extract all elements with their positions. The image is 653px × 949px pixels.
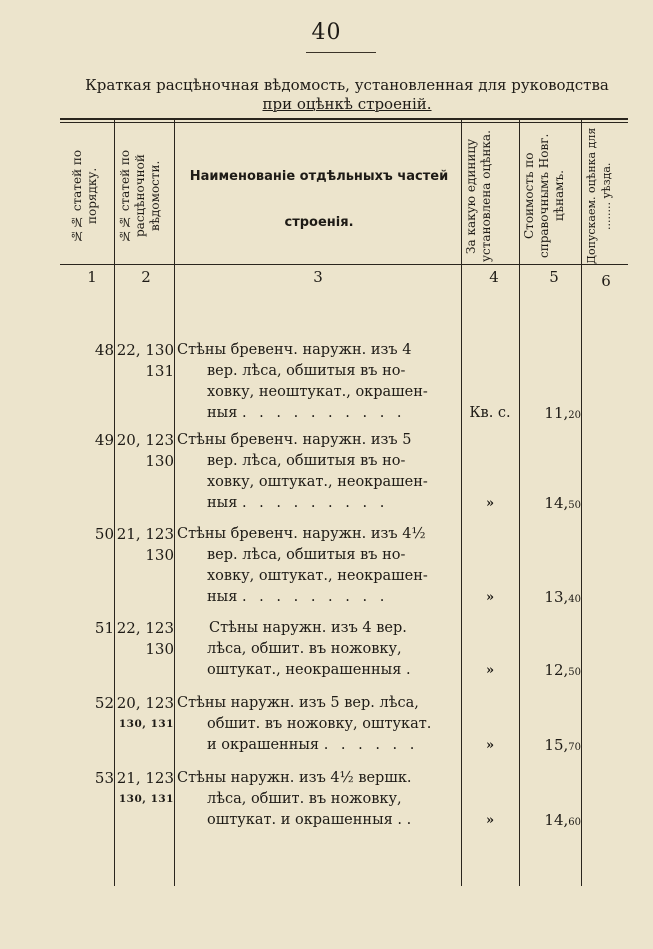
- row-reference-main: 21, 123: [116, 525, 174, 543]
- row-price: [521, 660, 581, 683]
- description-line: Стѣны бревенч. наружн. изъ 4½: [177, 526, 426, 542]
- description-line: лѣса, обшит. въ ножовку,: [207, 791, 402, 807]
- row-reference-main: 21, 123: [116, 769, 174, 787]
- row-reference-main: 22, 130: [116, 341, 174, 359]
- row-price: [521, 735, 581, 758]
- column-divider-2: [174, 118, 175, 886]
- row-reference-extra: 130: [145, 452, 174, 470]
- description-line: вер. лѣса, обшитыя въ но-: [207, 547, 406, 563]
- description-line: Стѣны бревенч. наружн. изъ 5: [177, 432, 412, 448]
- row-reference-extra: 130: [145, 640, 174, 658]
- price-decimal: 40: [568, 594, 581, 605]
- description-line-last: [177, 735, 460, 756]
- description-line: Стѣны наружн. изъ 5 вер. лѣса,: [177, 695, 419, 711]
- header-allowed-valuation: Допускаем. оцѣнка для ........ уѣзда.: [585, 127, 613, 265]
- row-price: [521, 810, 581, 833]
- column-number-2: 2: [141, 268, 151, 286]
- row-reference: [116, 340, 174, 382]
- row-reference: [116, 430, 174, 472]
- row-reference-extra: 131: [145, 362, 174, 380]
- description-line-text: ныя: [207, 405, 238, 421]
- column-divider-1: [114, 118, 115, 886]
- row-reference-main: 22, 123: [116, 619, 174, 637]
- column-number-5: 5: [549, 268, 559, 286]
- price-decimal: 20: [568, 410, 581, 421]
- description-line: Стѣны наружн. изъ 4½ вершк.: [177, 770, 412, 786]
- row-description: [177, 618, 460, 681]
- valuation-table: [60, 118, 628, 886]
- row-unit: »: [485, 496, 495, 511]
- page-number-rule: [306, 52, 376, 53]
- header-part-name-line-2: строенія.: [284, 215, 354, 230]
- column-number-1: 1: [87, 268, 97, 286]
- row-reference-main: 20, 123: [116, 431, 174, 449]
- page-number: 40: [311, 20, 342, 45]
- row-number: 49: [94, 431, 114, 449]
- title-line-1: Краткая расцѣночная вѣдомость, установленная для руководства: [85, 76, 609, 94]
- header-part-name-line-1: Наименованіе отдѣльныхъ частей: [189, 169, 449, 184]
- price-decimal: 60: [568, 817, 581, 828]
- row-reference: [116, 524, 174, 566]
- row-price: [521, 493, 581, 516]
- description-line-text: и окрашенныя: [207, 737, 320, 753]
- description-line: оштукат. и окрашенныя . .: [207, 812, 412, 828]
- price-decimal: 50: [568, 667, 581, 678]
- price-integer: 14,: [544, 811, 569, 829]
- header-unit: За какую единицу установлена оцѣнка.: [464, 130, 493, 262]
- description-line: ховку, оштукат., неокрашен-: [207, 474, 428, 490]
- row-price: [521, 587, 581, 610]
- row-reference: [116, 768, 174, 810]
- column-number-3: 3: [313, 268, 323, 286]
- row-description: [177, 340, 460, 424]
- column-number-4: 4: [489, 268, 499, 286]
- title-line-2: при оцѣнкѣ строеній.: [262, 95, 432, 113]
- price-integer: 13,: [544, 588, 569, 606]
- header-valuation-reference: №№ статей по расцѣночной вѣдомости.: [118, 149, 162, 243]
- description-line: ховку, неоштукат., окрашен-: [207, 384, 428, 400]
- column-number-6: 6: [601, 272, 611, 290]
- table-top-rule-inner: [60, 122, 628, 123]
- header-reference-price: Стоимость по справочнымъ Новг. цѣнамъ.: [522, 133, 566, 259]
- leader-dots: . . . . . . . . .: [241, 495, 389, 511]
- price-decimal: 50: [568, 500, 581, 511]
- row-reference-extra: 130, 131: [118, 718, 174, 730]
- header-part-name: [177, 154, 461, 246]
- row-reference: [116, 693, 174, 735]
- row-unit: »: [485, 813, 495, 828]
- row-price: [521, 403, 581, 426]
- column-divider-5: [581, 118, 582, 886]
- row-reference: [116, 618, 174, 660]
- leader-dots: . . . . . .: [323, 737, 419, 753]
- table-top-rule: [60, 118, 628, 120]
- row-number: 52: [94, 694, 114, 712]
- description-line-text: ныя: [207, 589, 238, 605]
- row-unit: »: [485, 663, 495, 678]
- leader-dots: . . . . . . . . .: [241, 589, 389, 605]
- header-article-number: №№ статей по порядку.: [70, 149, 99, 243]
- price-integer: 12,: [544, 661, 569, 679]
- description-line: вер. лѣса, обшитыя въ но-: [207, 363, 406, 379]
- description-line-text: ныя: [207, 495, 238, 511]
- description-line-last: [177, 493, 460, 514]
- price-integer: 15,: [544, 736, 569, 754]
- description-line: вер. лѣса, обшитыя въ но-: [207, 453, 406, 469]
- row-description: [177, 430, 460, 514]
- row-reference-extra: 130: [145, 546, 174, 564]
- price-decimal: 70: [568, 742, 581, 753]
- price-integer: 11,: [544, 404, 569, 422]
- column-divider-4: [519, 118, 520, 886]
- price-integer: 14,: [544, 494, 569, 512]
- description-line: оштукат., неокрашенныя .: [207, 662, 411, 678]
- description-line: лѣса, обшит. въ ножовку,: [207, 641, 402, 657]
- row-unit: »: [485, 590, 495, 605]
- row-number: 53: [94, 769, 114, 787]
- row-reference-main: 20, 123: [116, 694, 174, 712]
- row-description: [177, 768, 460, 831]
- row-description: [177, 524, 460, 608]
- description-line-last: [177, 403, 460, 424]
- row-number: 51: [94, 619, 114, 637]
- document-title: [62, 76, 632, 114]
- row-reference-extra: 130, 131: [118, 793, 174, 805]
- description-line: Стѣны бревенч. наружн. изъ 4: [177, 342, 412, 358]
- description-line: Стѣны наружн. изъ 4 вер.: [209, 620, 407, 636]
- row-unit: »: [485, 738, 495, 753]
- row-description: [177, 693, 460, 756]
- description-line-last: [177, 587, 460, 608]
- leader-dots: . . . . . . . . . .: [241, 405, 406, 421]
- row-unit: Кв. с.: [469, 405, 511, 421]
- row-number: 48: [94, 341, 114, 359]
- row-number: 50: [94, 525, 114, 543]
- description-line: обшит. въ ножовку, оштукат.: [207, 716, 432, 732]
- description-line: ховку, оштукат., неокрашен-: [207, 568, 428, 584]
